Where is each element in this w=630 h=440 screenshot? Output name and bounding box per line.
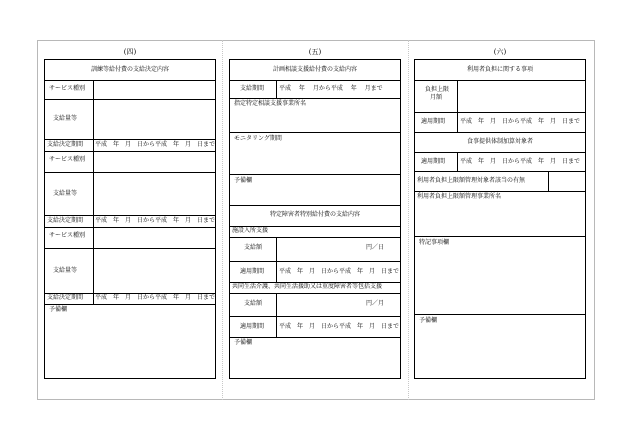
rule (230, 80, 400, 81)
rule (93, 293, 94, 304)
apply-period-value: 平成 年 月 日から平成 年 月 日まで (460, 158, 581, 165)
panel-title: 訓練等給付費の支給決定内容 (90, 66, 169, 73)
apply-period-label: 適用期間 (240, 268, 265, 275)
apply-period-value: 平成 年 月 日から平成 年 月 日まで (279, 268, 400, 275)
fold-line (408, 40, 409, 400)
memo-label: 予備欄 (419, 317, 438, 324)
rule (415, 152, 585, 153)
rule (415, 80, 585, 81)
user-burden-panel (414, 59, 586, 379)
rule (230, 174, 400, 175)
special-benefit-title: 特定障害者特別給付費の支給内容 (269, 211, 360, 218)
rule (276, 80, 277, 98)
service-type-label: サービス種別 (49, 232, 86, 239)
rule (230, 337, 400, 338)
panel-title: 計画相談支援給付費の支給内容 (272, 66, 357, 73)
rule (230, 205, 400, 206)
rule (415, 171, 585, 172)
apply-period-value: 平成 年 月 日から平成 年 月 日まで (460, 118, 581, 125)
rule (230, 98, 400, 99)
amount-label: 支給量等 (53, 267, 78, 274)
rule (415, 132, 585, 133)
rule (415, 314, 585, 315)
rule (45, 172, 215, 173)
decision-period-label: 支給決定期間 (47, 141, 84, 148)
support-period-label: 支給期間 (240, 85, 265, 92)
group-home-label: 共同生活介護、共同生活援助又は重度障害者等包括支援 (232, 283, 383, 290)
rule (415, 191, 585, 192)
burden-limit-label: 負担上限 (425, 86, 450, 93)
panel-heading: (四) (123, 48, 137, 56)
apply-period-value: 平成 年 月 日から平成 年 月 日まで (279, 323, 400, 330)
panel-heading: (五) (308, 48, 322, 56)
rule (415, 236, 585, 237)
decision-period-label: 支給決定期間 (47, 217, 84, 224)
meal-label: 食事提供体制加算対象者 (466, 138, 533, 145)
rule (45, 227, 215, 228)
rule (230, 237, 400, 238)
yen-per-month: 円／月 (366, 300, 385, 307)
facility-label: 施設入所支援 (232, 227, 269, 234)
rule (45, 139, 215, 140)
decision-period-label: 支給決定期間 (47, 294, 84, 301)
rule (93, 139, 94, 151)
rule (548, 171, 549, 191)
amount-label: 支給額 (244, 244, 263, 251)
memo-label: 予備欄 (49, 306, 68, 313)
service-type-label: サービス種別 (49, 156, 86, 163)
service-type-label: サービス種別 (49, 85, 86, 92)
rule (276, 293, 277, 337)
support-period-value: 平成 年 月から平成 年 月まで (279, 85, 383, 92)
decision-period-value: 平成 年 月 日から平成 年 月 日まで (95, 141, 216, 148)
rule (415, 112, 585, 113)
monitoring-label: モニタリング期間 (234, 135, 282, 142)
memo-label: 予備欄 (234, 177, 253, 184)
rule (230, 132, 400, 133)
rule (45, 99, 215, 100)
burden-limit-label-2: 月額 (430, 94, 443, 101)
amount-label: 支給額 (244, 300, 263, 307)
special-notes-label: 特記事項欄 (419, 239, 450, 246)
rule (93, 151, 94, 215)
apply-period-label: 適用期間 (421, 118, 446, 125)
fold-line (222, 40, 223, 400)
rule (45, 151, 215, 152)
rule (45, 304, 215, 305)
panel-heading: (六) (493, 48, 507, 56)
rule (93, 227, 94, 293)
rule (45, 248, 215, 249)
yen-per-day: 円／日 (366, 244, 385, 251)
panel-title: 利用者負担に関する事項 (466, 66, 533, 73)
mgmt-target-label: 利用者負担上限額管理対象者該当の有無 (417, 177, 526, 184)
rule (230, 261, 400, 262)
amount-label: 支給量等 (53, 115, 78, 122)
memo-label: 予備欄 (234, 339, 253, 346)
mgmt-office-label: 利用者負担上限額管理事業所名 (417, 193, 502, 200)
rule (457, 80, 458, 132)
rule (45, 80, 215, 81)
rule (457, 152, 458, 171)
office-name-label: 指定特定相談支援事業所名 (234, 100, 307, 107)
decision-period-value: 平成 年 月 日から平成 年 月 日まで (95, 294, 216, 301)
apply-period-label: 適用期間 (240, 323, 265, 330)
rule (230, 293, 400, 294)
apply-period-label: 適用期間 (421, 158, 446, 165)
rule (93, 215, 94, 227)
training-benefit-panel (44, 59, 216, 379)
rule (45, 215, 215, 216)
rule (276, 237, 277, 282)
decision-period-value: 平成 年 月 日から平成 年 月 日まで (95, 217, 216, 224)
amount-label: 支給量等 (53, 190, 78, 197)
rule (93, 80, 94, 139)
rule (230, 316, 400, 317)
plan-consultation-panel (229, 59, 401, 379)
